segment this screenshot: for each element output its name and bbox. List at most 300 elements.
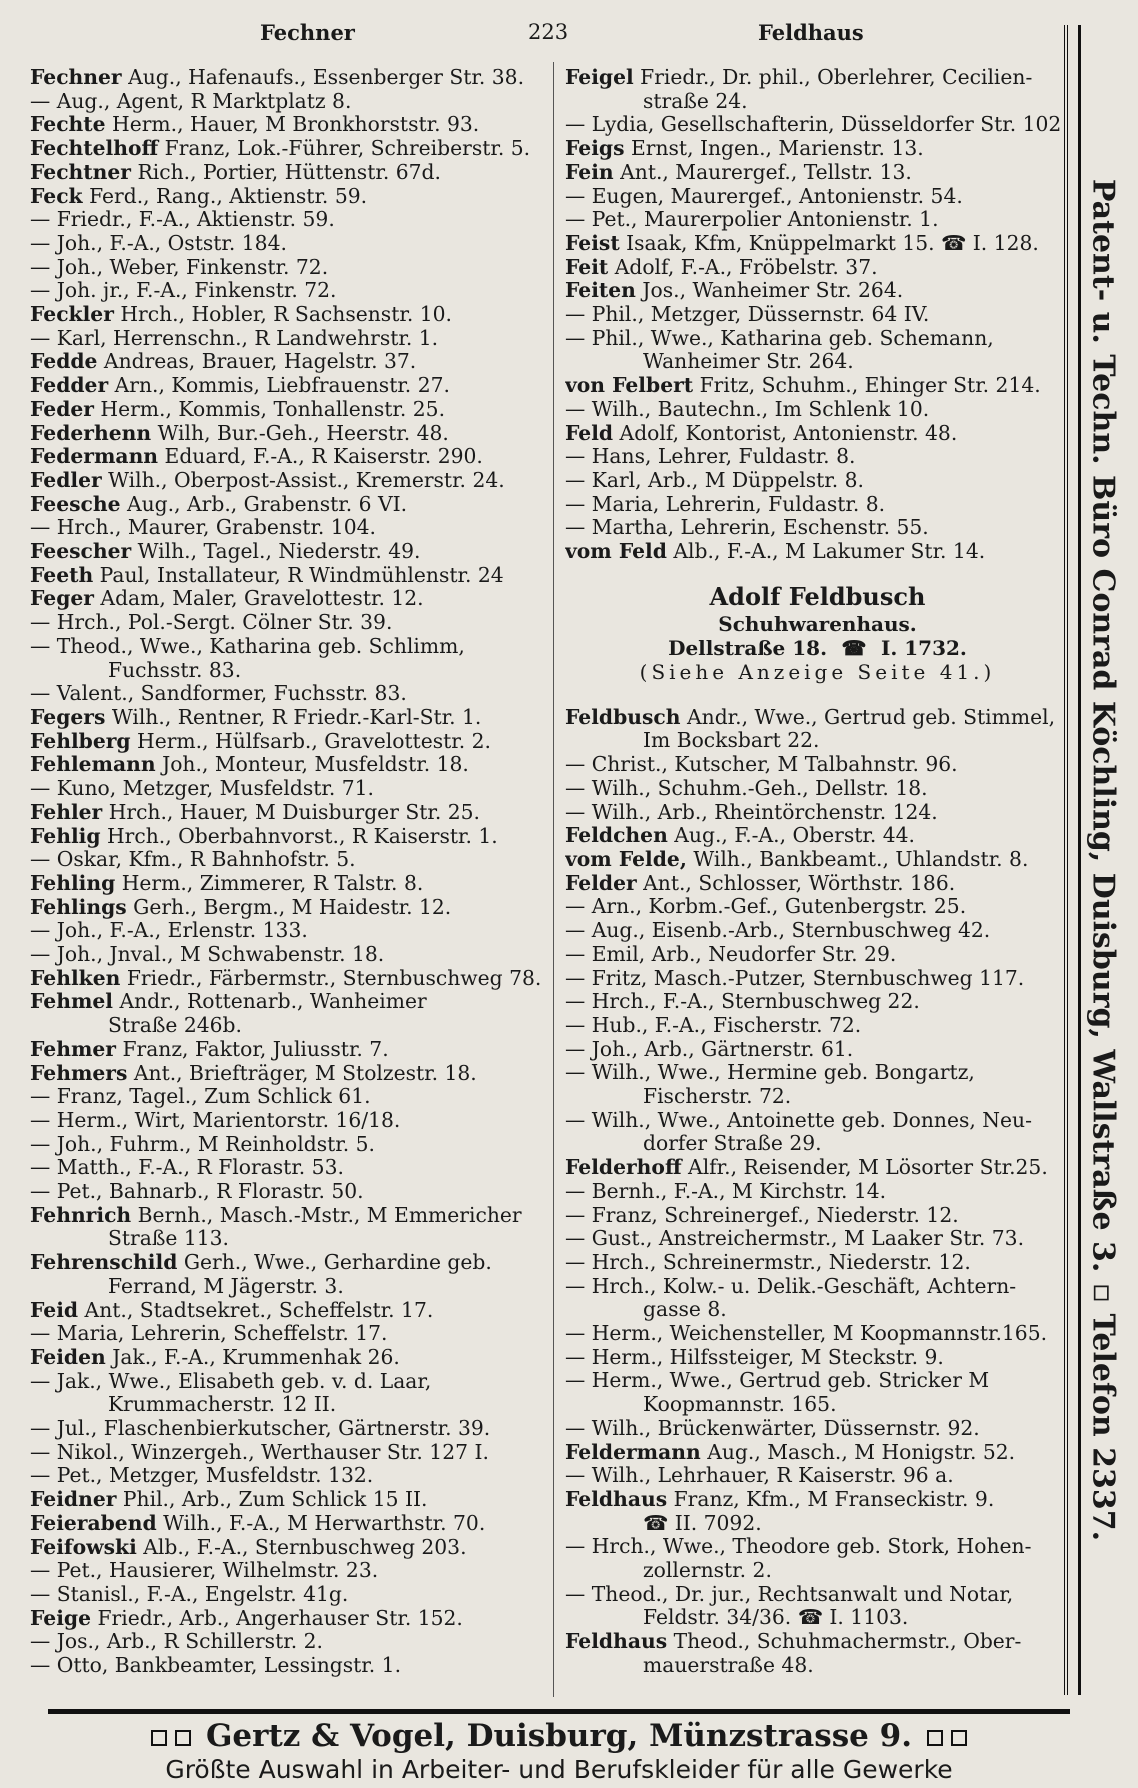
footer-advertisement bbox=[48, 1718, 1070, 1754]
entry-details: Herm., Hauer, M Bronkhorststr. 93. bbox=[112, 113, 480, 137]
entry-details: Arn., Kommis, Liebfrauenstr. 27. bbox=[114, 374, 450, 398]
entry-details: — Jul., Flaschenbierkutscher, Gärtnerstr. 39. bbox=[30, 1417, 491, 1441]
directory-entry bbox=[565, 1441, 1070, 1465]
directory-entry bbox=[565, 943, 1070, 967]
entry-details: Friedr., Dr. phil., Oberlehrer, Cecilien- bbox=[640, 66, 1033, 89]
page-number: 223 bbox=[528, 20, 569, 44]
side-ad-text: Patent- u. Techn. Büro Conrad Köchling, Duisburg, Wallstraße 3. ▫ Telefon 2337. bbox=[1085, 178, 1121, 1542]
entry-details: zollernstr. 2. bbox=[643, 1559, 772, 1583]
entry-details: Ant., Schlosser, Wörthstr. 186. bbox=[643, 871, 956, 895]
entry-details: — Martha, Lehrerin, Eschenstr. 55. bbox=[565, 516, 929, 540]
directory-entry bbox=[30, 1654, 550, 1678]
entry-details: Aug., Masch., M Honigstr. 52. bbox=[707, 1440, 1016, 1464]
entry-details: Ant., Maurergef., Tellstr. 13. bbox=[620, 160, 912, 184]
right-column bbox=[565, 66, 1070, 1678]
entry-details: Ant., Briefträger, M Stolzestr. 18. bbox=[133, 1061, 477, 1085]
entry-details: — Hans, Lehrer, Fuldastr. 8. bbox=[565, 445, 856, 469]
entry-details: — Joh., F.-A., Erlenstr. 133. bbox=[30, 919, 308, 943]
directory-entry bbox=[30, 185, 550, 209]
directory-entry bbox=[30, 303, 550, 327]
entry-details: — Hrch., Pol.-Sergt. Cölner Str. 39. bbox=[30, 611, 393, 635]
entry-details: Franz, Lok.-Führer, Schreiberstr. 5. bbox=[164, 137, 531, 161]
entry-surname: Fegers bbox=[30, 705, 106, 729]
ad-title: Adolf Feldbusch bbox=[709, 581, 926, 611]
entry-surname: Fehling bbox=[30, 871, 116, 895]
directory-entry bbox=[30, 919, 550, 943]
entry-details: Jos., Wanheimer Str. 264. bbox=[642, 279, 904, 303]
entry-details: Rich., Portier, Hüttenstr. 67d. bbox=[137, 160, 441, 184]
directory-entry bbox=[565, 303, 1070, 327]
directory-entry bbox=[30, 1370, 550, 1394]
entry-details: — Karl, Arb., M Düppelstr. 8. bbox=[565, 468, 864, 492]
entry-details: — Stanisl., F.-A., Engelstr. 41g. bbox=[30, 1583, 349, 1606]
header-left-keyword: Fechner bbox=[260, 20, 355, 45]
entry-details: — Matth., F.-A., R Florastr. 53. bbox=[30, 1156, 344, 1180]
directory-entry bbox=[30, 1133, 550, 1157]
directory-entry bbox=[30, 587, 550, 611]
entry-details: Wilh., F.-A., M Herwarthstr. 70. bbox=[163, 1511, 486, 1535]
entry-details: Franz, Faktor, Juliusstr. 7. bbox=[122, 1037, 389, 1061]
entry-surname: Feeth bbox=[30, 563, 94, 587]
directory-entry bbox=[565, 1322, 1070, 1346]
entry-details: — Emil, Arb., Neudorfer Str. 29. bbox=[565, 942, 897, 966]
entry-surname: Fehnrich bbox=[30, 1203, 132, 1227]
entry-details: — Nikol., Winzergeh., Werthauser Str. 127 I. bbox=[30, 1440, 489, 1464]
entry-details: Fuchsstr. 83. bbox=[108, 658, 242, 682]
entry-surname: Fehrenschild bbox=[30, 1251, 178, 1275]
entry-details: Fischerstr. 72. bbox=[643, 1085, 792, 1109]
directory-entry bbox=[30, 1488, 550, 1512]
ad-subtitle: Schuhwarenhaus. bbox=[718, 611, 917, 636]
directory-entry bbox=[30, 896, 550, 920]
entry-details: dorfer Straße 29. bbox=[643, 1132, 822, 1156]
directory-entry bbox=[565, 279, 1070, 303]
entry-details: — Franz, Tagel., Zum Schlick 61. bbox=[30, 1085, 371, 1109]
entry-details: — Fritz, Masch.-Putzer, Sternbuschweg 117. bbox=[565, 966, 1025, 990]
entry-details: Fritz, Schuhm., Ehinger Str. 214. bbox=[699, 374, 1041, 398]
entry-surname: Fehmer bbox=[30, 1037, 116, 1061]
entry-details: — Herm., Wwe., Gertrud geb. Stricker M bbox=[565, 1369, 990, 1393]
entry-surname: Feldermann bbox=[565, 1440, 701, 1464]
directory-entry bbox=[30, 327, 550, 351]
directory-entry bbox=[565, 445, 1070, 469]
directory-entry bbox=[30, 659, 550, 683]
directory-entry bbox=[565, 540, 1070, 564]
entry-details: — Theod., Wwe., Katharina geb. Schlimm, bbox=[30, 634, 465, 658]
entry-surname: Fehlig bbox=[30, 824, 101, 848]
entry-details: ☎ II. 7092. bbox=[643, 1511, 762, 1535]
entry-details: Paul, Installateur, R Windmühlenstr. 24 bbox=[99, 563, 504, 587]
directory-entry bbox=[30, 540, 550, 564]
entry-details: gasse 8. bbox=[643, 1298, 727, 1322]
directory-entry bbox=[30, 872, 550, 896]
entry-details: Phil., Arb., Zum Schlick 15 II. bbox=[122, 1488, 428, 1512]
directory-entry bbox=[565, 232, 1070, 256]
entry-details: Friedr., Arb., Angerhauser Str. 152. bbox=[97, 1606, 463, 1630]
entry-details: — Hrch., Wwe., Theodore geb. Stork, Hohen- bbox=[565, 1535, 1032, 1559]
directory-entry bbox=[565, 350, 1070, 374]
entry-details: Franz, Kfm., M Franseckistr. 9. bbox=[673, 1487, 995, 1511]
directory-entry bbox=[565, 1512, 1070, 1536]
directory-entry bbox=[565, 256, 1070, 280]
entry-details: Gerh., Bergm., M Haidestr. 12. bbox=[133, 895, 452, 919]
entry-surname: von Felbert bbox=[565, 374, 694, 398]
entry-details: straße 24. bbox=[643, 89, 748, 113]
entry-details: — Joh., F.-A., Oststr. 184. bbox=[30, 231, 287, 255]
directory-entry bbox=[30, 1299, 550, 1323]
entry-surname: Feesche bbox=[30, 492, 121, 516]
entry-details: Alfr., Reisender, M Lösorter Str.25. bbox=[688, 1156, 1048, 1180]
entry-details: Aug., Arb., Grabenstr. 6 VI. bbox=[126, 492, 408, 516]
entry-details: Andreas, Brauer, Hagelstr. 37. bbox=[103, 350, 417, 374]
directory-entry bbox=[565, 469, 1070, 493]
directory-entry bbox=[30, 1346, 550, 1370]
directory-entry bbox=[30, 398, 550, 422]
entry-details: — Hrch., F.-A., Sternbuschweg 22. bbox=[565, 990, 920, 1014]
directory-entry bbox=[565, 872, 1070, 896]
entry-surname: Feldhaus bbox=[565, 1630, 668, 1654]
entry-surname: Fedder bbox=[30, 374, 109, 398]
entry-details: — Joh., Arb., Gärtnerstr. 61. bbox=[565, 1037, 854, 1061]
right-column-top-entries bbox=[565, 66, 1070, 564]
entry-details: Adam, Maler, Gravelottestr. 12. bbox=[100, 587, 424, 611]
directory-entry bbox=[565, 185, 1070, 209]
entry-details: — Joh., Weber, Finkenstr. 72. bbox=[30, 255, 329, 279]
directory-entry bbox=[30, 990, 550, 1014]
directory-entry bbox=[565, 208, 1070, 232]
directory-entry bbox=[30, 611, 550, 635]
entry-details: — Karl, Herrenschn., R Landwehrstr. 1. bbox=[30, 326, 439, 350]
entry-details: Straße 113. bbox=[108, 1227, 229, 1251]
entry-details: — Herm., Wirt, Marientorstr. 16/18. bbox=[30, 1108, 401, 1132]
directory-entry bbox=[30, 137, 550, 161]
entry-details: Andr., Rottenarb., Wanheimer bbox=[119, 990, 427, 1014]
directory-entry bbox=[30, 1536, 550, 1560]
ad-phone: I. 1732. bbox=[880, 635, 967, 660]
entry-surname: Fechner bbox=[30, 66, 122, 89]
entry-details: Eduard, F.-A., R Kaiserstr. 290. bbox=[164, 445, 483, 469]
entry-details: — Christ., Kutscher, M Talbahnstr. 96. bbox=[565, 753, 958, 777]
entry-details: Jak., F.-A., Krummenhak 26. bbox=[112, 1345, 400, 1369]
directory-entry bbox=[30, 1322, 550, 1346]
entry-surname: Feldbusch bbox=[565, 705, 681, 729]
entry-details: — Phil., Wwe., Katharina geb. Schemann, bbox=[565, 326, 994, 350]
feldbusch-advertisement bbox=[565, 582, 1070, 684]
entry-details: Feldstr. 34/36. ☎ I. 1103. bbox=[643, 1606, 909, 1630]
entry-details: — Eugen, Maurergef., Antonienstr. 54. bbox=[565, 184, 963, 208]
entry-details: — Friedr., F.-A., Aktienstr. 59. bbox=[30, 208, 335, 232]
entry-details: Im Bocksbart 22. bbox=[643, 729, 820, 753]
directory-entry bbox=[565, 327, 1070, 351]
directory-entry bbox=[30, 232, 550, 256]
footer-company: Gertz & Vogel, Duisburg, Münzstrasse 9. bbox=[205, 1718, 913, 1754]
directory-entry bbox=[565, 990, 1070, 1014]
entry-details: — Maria, Lehrerin, Scheffelstr. 17. bbox=[30, 1322, 388, 1346]
square-ornament-icon bbox=[151, 1730, 167, 1746]
entry-details: Ant., Stadtsekret., Scheffelstr. 17. bbox=[84, 1298, 434, 1322]
directory-entry bbox=[30, 1559, 550, 1583]
square-ornament-icon bbox=[175, 1730, 191, 1746]
square-ornament-icon bbox=[927, 1730, 943, 1746]
directory-entry bbox=[30, 374, 550, 398]
entry-details: Wilh., Bankbeamt., Uhlandstr. 8. bbox=[693, 847, 1029, 871]
directory-entry bbox=[565, 66, 1070, 90]
entry-details: — Hrch., Maurer, Grabenstr. 104. bbox=[30, 516, 376, 540]
entry-surname: Feescher bbox=[30, 540, 132, 564]
entry-details: Ernst, Ingen., Marienstr. 13. bbox=[630, 137, 924, 161]
entry-details: Isaak, Kfm, Knüppelmarkt 15. ☎ I. 128. bbox=[626, 231, 1039, 255]
entry-details: Herm., Hülfsarb., Gravelottestr. 2. bbox=[137, 729, 491, 753]
directory-entry bbox=[565, 1488, 1070, 1512]
entry-details: mauerstraße 48. bbox=[643, 1653, 814, 1677]
directory-entry bbox=[565, 967, 1070, 991]
directory-entry bbox=[30, 1109, 550, 1133]
entry-surname: Fehmers bbox=[30, 1061, 128, 1085]
side-advertisement bbox=[1064, 25, 1138, 1695]
entry-details: Hrch., Oberbahnvorst., R Kaiserstr. 1. bbox=[106, 824, 498, 848]
entry-surname: Feld bbox=[565, 421, 614, 445]
entry-details: — Wilh., Brückenwärter, Düssernstr. 92. bbox=[565, 1416, 980, 1440]
entry-details: — Aug., Agent, R Marktplatz 8. bbox=[30, 89, 352, 113]
directory-entry bbox=[30, 635, 550, 659]
entry-surname: Feidner bbox=[30, 1488, 117, 1512]
left-column bbox=[30, 66, 550, 1678]
entry-details: — Pet., Maurerpolier Antonienstr. 1. bbox=[565, 208, 939, 232]
entry-details: — Bernh., F.-A., M Kirchstr. 14. bbox=[565, 1179, 887, 1203]
entry-details: Friedr., Färbermstr., Sternbuschweg 78. bbox=[126, 966, 542, 990]
entry-details: Theod., Schuhmachermstr., Ober- bbox=[673, 1630, 1022, 1654]
directory-entry bbox=[565, 1038, 1070, 1062]
directory-entry bbox=[30, 66, 550, 90]
entry-details: — Wilh., Wwe., Antoinette geb. Donnes, Neu- bbox=[565, 1108, 1032, 1132]
entry-surname: Fehlemann bbox=[30, 753, 156, 777]
entry-details: Adolf, Kontorist, Antonienstr. 48. bbox=[619, 421, 958, 445]
entry-details: Herm., Zimmerer, R Talstr. 8. bbox=[121, 871, 424, 895]
directory-entry bbox=[30, 1607, 550, 1631]
directory-entry bbox=[565, 1535, 1070, 1559]
entry-details: Bernh., Masch.-Mstr., M Emmericher bbox=[137, 1203, 522, 1227]
entry-details: — Herm., Hilfssteiger, M Steckstr. 9. bbox=[565, 1345, 944, 1369]
directory-entry bbox=[30, 1227, 550, 1251]
entry-surname: vom Feld bbox=[565, 540, 667, 564]
entry-details: — Joh., Jnval., M Schwabenstr. 18. bbox=[30, 943, 385, 967]
directory-entry bbox=[30, 777, 550, 801]
directory-entry bbox=[565, 848, 1070, 872]
entry-details: — Gust., Anstreichermstr., M Laaker Str. 73. bbox=[565, 1227, 1025, 1251]
directory-entry bbox=[565, 1393, 1070, 1417]
directory-entry bbox=[30, 350, 550, 374]
entry-surname: Fehlken bbox=[30, 966, 121, 990]
directory-entry bbox=[30, 682, 550, 706]
entry-details: Ferrand, M Jägerstr. 3. bbox=[108, 1274, 344, 1298]
directory-entry bbox=[30, 1630, 550, 1654]
directory-entry bbox=[30, 730, 550, 754]
directory-entry bbox=[30, 1156, 550, 1180]
entry-details: Wilh., Oberpost-Assist., Kremerstr. 24. bbox=[108, 468, 505, 492]
directory-entry bbox=[30, 1038, 550, 1062]
entry-details: Krummacherstr. 12 II. bbox=[108, 1393, 337, 1417]
directory-entry bbox=[565, 729, 1070, 753]
entry-surname: Feist bbox=[565, 231, 620, 255]
entry-details: — Arn., Korbm.-Gef., Gutenbergstr. 25. bbox=[565, 895, 967, 919]
directory-entry bbox=[565, 374, 1070, 398]
directory-entry bbox=[565, 895, 1070, 919]
directory-entry bbox=[565, 113, 1070, 137]
directory-entry bbox=[30, 208, 550, 232]
entry-details: — Valent., Sandformer, Fuchsstr. 83. bbox=[30, 682, 407, 706]
directory-entry bbox=[565, 1180, 1070, 1204]
directory-entry bbox=[565, 1109, 1070, 1133]
entry-details: Alb., F.-A., M Lakumer Str. 14. bbox=[673, 540, 986, 564]
directory-entry bbox=[30, 445, 550, 469]
entry-surname: Fechtner bbox=[30, 160, 131, 184]
entry-details: Joh., Monteur, Musfeldstr. 18. bbox=[162, 753, 469, 777]
entry-surname: Fehlberg bbox=[30, 729, 131, 753]
directory-entry bbox=[30, 1275, 550, 1299]
directory-entry bbox=[565, 1085, 1070, 1109]
directory-entry bbox=[565, 777, 1070, 801]
entry-details: — Hub., F.-A., Fischerstr. 72. bbox=[565, 1013, 862, 1037]
entry-surname: Felderhoff bbox=[565, 1156, 682, 1180]
directory-entry bbox=[565, 1275, 1070, 1299]
entry-details: Koopmannstr. 165. bbox=[643, 1393, 837, 1417]
entry-details: Andr., Wwe., Gertrud geb. Stimmel, bbox=[686, 705, 1056, 729]
entry-surname: Fein bbox=[565, 160, 614, 184]
directory-entry bbox=[565, 919, 1070, 943]
footer-rule bbox=[48, 1709, 1070, 1714]
entry-surname: Feldhaus bbox=[565, 1487, 668, 1511]
entry-details: — Kuno, Metzger, Musfeldstr. 71. bbox=[30, 777, 374, 801]
entry-surname: Feifowski bbox=[30, 1535, 137, 1559]
directory-entry bbox=[565, 1559, 1070, 1583]
directory-entry bbox=[565, 706, 1070, 730]
entry-details: Adolf, F.-A., Fröbelstr. 37. bbox=[614, 255, 878, 279]
entry-details: — Wilh., Wwe., Hermine geb. Bongartz, bbox=[565, 1061, 975, 1085]
directory-entry bbox=[565, 1369, 1070, 1393]
entry-details: — Maria, Lehrerin, Fuldastr. 8. bbox=[565, 492, 886, 516]
entry-surname: Feigel bbox=[565, 66, 634, 89]
entry-surname: Feige bbox=[30, 1606, 91, 1630]
header-right-keyword: Feldhaus bbox=[758, 20, 864, 45]
directory-entry bbox=[30, 1204, 550, 1228]
directory-entry bbox=[30, 825, 550, 849]
entry-surname: Fechte bbox=[30, 113, 106, 137]
entry-surname: Federmann bbox=[30, 445, 159, 469]
entry-details: Aug., F.-A., Oberstr. 44. bbox=[674, 824, 915, 848]
directory-entry bbox=[30, 1085, 550, 1109]
directory-entry bbox=[565, 493, 1070, 517]
square-ornament-icon bbox=[951, 1730, 967, 1746]
directory-entry bbox=[565, 1583, 1070, 1607]
entry-surname: Feldchen bbox=[565, 824, 668, 848]
entry-details: Alb., F.-A., Sternbuschweg 203. bbox=[143, 1535, 467, 1559]
entry-details: — Otto, Bankbeamter, Lessingstr. 1. bbox=[30, 1654, 402, 1678]
directory-entry bbox=[565, 1654, 1070, 1678]
entry-surname: Federhenn bbox=[30, 421, 152, 445]
directory-entry bbox=[565, 801, 1070, 825]
telephone-icon: ☎ bbox=[841, 635, 867, 660]
entry-details: — Franz, Schreinergef., Niederstr. 12. bbox=[565, 1203, 959, 1227]
directory-entry bbox=[565, 1464, 1070, 1488]
directory-entry bbox=[565, 422, 1070, 446]
entry-details: — Wilh., Bautechn., Im Schlenk 10. bbox=[565, 397, 930, 421]
entry-details: — Pet., Metzger, Musfeldstr. 132. bbox=[30, 1464, 374, 1488]
directory-entry bbox=[565, 1132, 1070, 1156]
entry-surname: Fechtelhoff bbox=[30, 137, 159, 161]
entry-details: — Jos., Arb., R Schillerstr. 2. bbox=[30, 1630, 323, 1654]
directory-entry bbox=[30, 1417, 550, 1441]
directory-entry bbox=[565, 1204, 1070, 1228]
directory-entry bbox=[30, 1464, 550, 1488]
entry-details: — Theod., Dr. jur., Rechtsanwalt und Notar, bbox=[565, 1582, 1014, 1606]
entry-details: — Pet., Bahnarb., R Florastr. 50. bbox=[30, 1180, 364, 1204]
entry-surname: Feigs bbox=[565, 137, 625, 161]
entry-surname: Feder bbox=[30, 397, 94, 421]
entry-details: — Pet., Hausierer, Wilhelmstr. 23. bbox=[30, 1559, 379, 1583]
entry-details: — Joh. jr., F.-A., Finkenstr. 72. bbox=[30, 279, 337, 303]
entry-details: Wilh, Bur.-Geh., Heerstr. 48. bbox=[157, 421, 449, 445]
ad-reference: (Siehe Anzeige Seite 41.) bbox=[639, 659, 996, 684]
directory-entry bbox=[30, 1512, 550, 1536]
entry-surname: Feid bbox=[30, 1298, 79, 1322]
entry-details: — Jak., Wwe., Elisabeth geb. v. d. Laar, bbox=[30, 1369, 432, 1393]
directory-entry bbox=[30, 564, 550, 588]
entry-surname: Fedler bbox=[30, 468, 102, 492]
directory-entry bbox=[30, 1062, 550, 1086]
entry-surname: Feit bbox=[565, 255, 609, 279]
directory-entry bbox=[30, 967, 550, 991]
page-header bbox=[30, 14, 1070, 50]
directory-entry bbox=[565, 1156, 1070, 1180]
entry-details: — Wilh., Schuhm.-Geh., Dellstr. 18. bbox=[565, 776, 928, 800]
entry-details: — Hrch., Kolw.- u. Delik.-Geschäft, Achtern- bbox=[565, 1274, 1017, 1298]
directory-entry bbox=[565, 161, 1070, 185]
directory-entry bbox=[565, 1606, 1070, 1630]
directory-entry bbox=[30, 279, 550, 303]
entry-surname: Feiden bbox=[30, 1345, 106, 1369]
entry-details: Ferd., Rang., Aktienstr. 59. bbox=[89, 184, 368, 208]
directory-entry bbox=[30, 90, 550, 114]
directory-entry bbox=[30, 1251, 550, 1275]
footer-tagline: Größte Auswahl in Arbeiter- und Berufskleider für alle Gewerke bbox=[165, 1755, 953, 1784]
entry-surname: Feierabend bbox=[30, 1511, 157, 1535]
entry-details: — Wilh., Arb., Rheintörchenstr. 124. bbox=[565, 800, 938, 824]
ad-address-line bbox=[565, 636, 1070, 660]
entry-surname: Feckler bbox=[30, 303, 114, 327]
directory-entry bbox=[30, 422, 550, 446]
directory-entry bbox=[565, 824, 1070, 848]
directory-entry bbox=[565, 90, 1070, 114]
directory-entry bbox=[565, 1630, 1070, 1654]
directory-entry bbox=[30, 1441, 550, 1465]
directory-entry bbox=[565, 1251, 1070, 1275]
entry-surname: Fehlings bbox=[30, 895, 127, 919]
directory-entry bbox=[30, 161, 550, 185]
entry-surname: Fehmel bbox=[30, 990, 114, 1014]
entry-details: — Hrch., Schreinermstr., Niederstr. 12. bbox=[565, 1250, 971, 1274]
entry-details: — Joh., Fuhrm., M Reinholdstr. 5. bbox=[30, 1132, 375, 1156]
directory-entry bbox=[30, 848, 550, 872]
entry-details: — Lydia, Gesellschafterin, Düsseldorfer Str. 102 bbox=[565, 113, 1062, 137]
entry-surname: Fehler bbox=[30, 800, 103, 824]
entry-surname: Felder bbox=[565, 871, 637, 895]
entry-details: Herm., Kommis, Tonhallenstr. 25. bbox=[100, 397, 446, 421]
directory-entry bbox=[30, 516, 550, 540]
entry-details: Wilh., Tagel., Niederstr. 49. bbox=[137, 540, 421, 564]
entry-details: — Aug., Eisenb.-Arb., Sternbuschweg 42. bbox=[565, 919, 991, 943]
entry-details: Gerh., Wwe., Gerhardine geb. bbox=[183, 1251, 492, 1275]
entry-details: Hrch., Hobler, R Sachsenstr. 10. bbox=[120, 303, 452, 327]
